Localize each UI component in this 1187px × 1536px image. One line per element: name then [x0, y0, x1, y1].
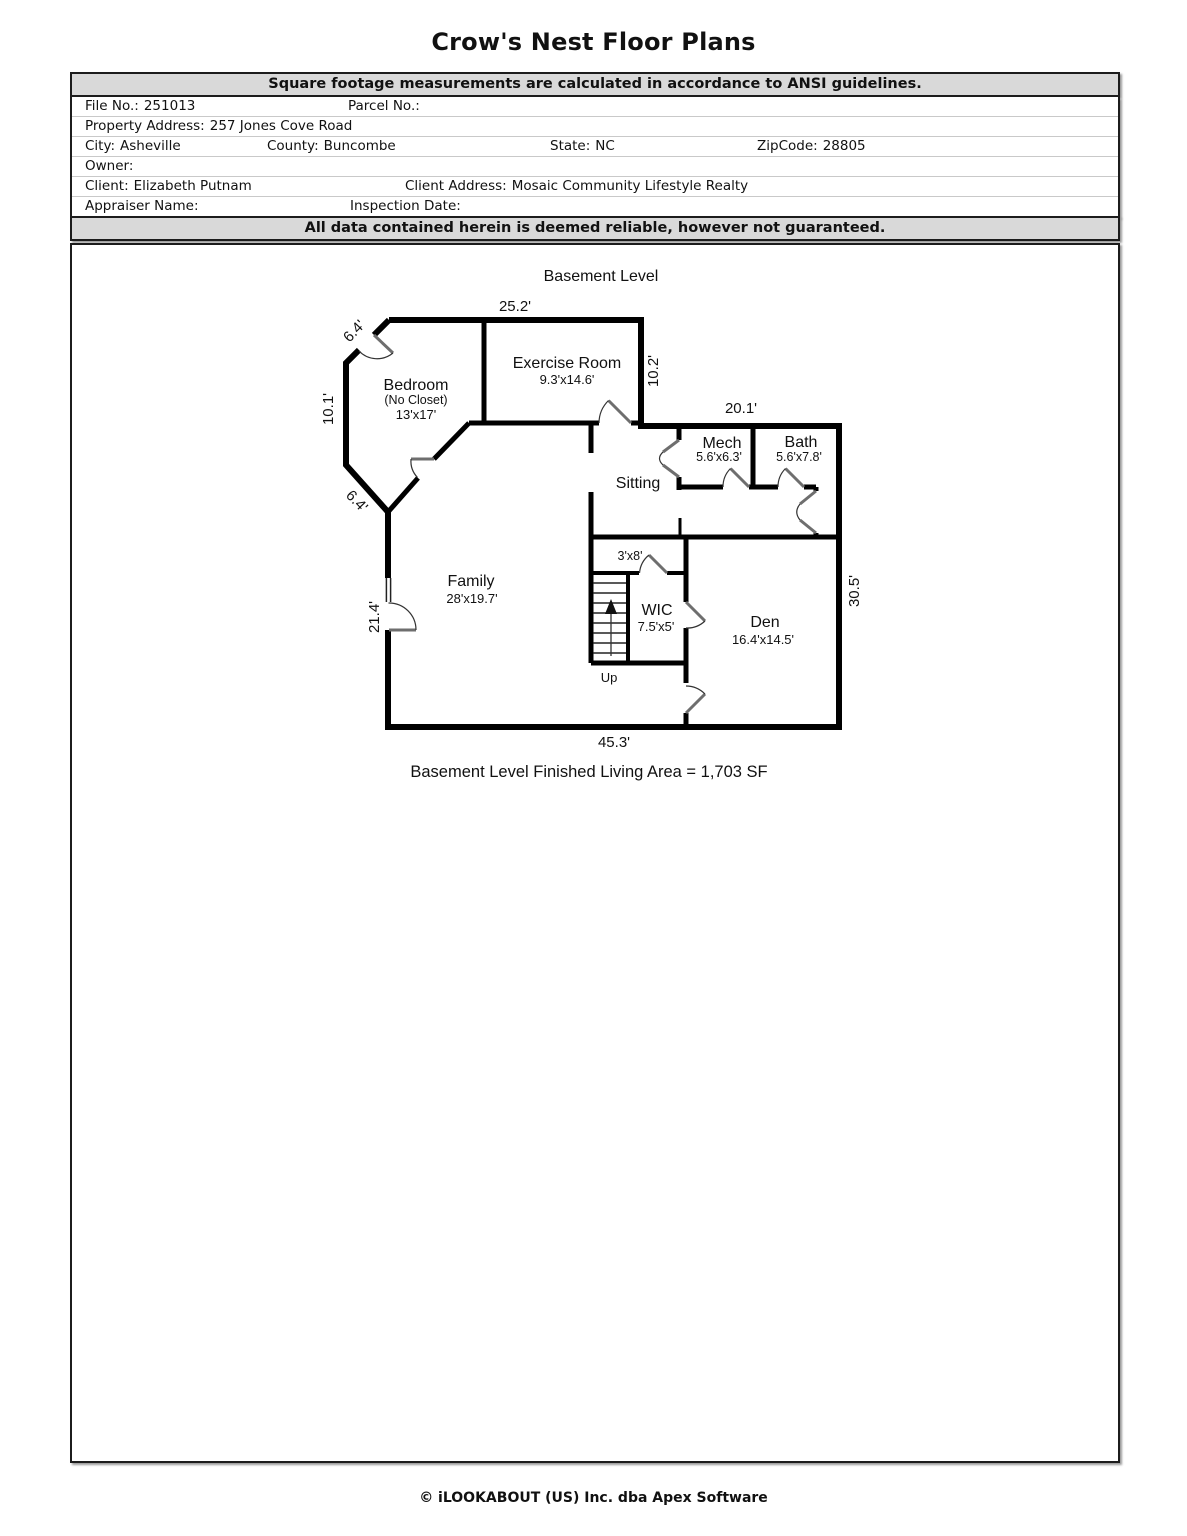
property-info-table — [70, 97, 1120, 218]
door-den — [686, 686, 705, 713]
ansi-guidelines-banner: Square footage measurements are calculated in accordance to ANSI guidelines. — [70, 72, 1120, 97]
door-double-closet — [797, 491, 816, 533]
bedroom-note: (No Closet) — [384, 393, 448, 407]
mech-label: Mech — [702, 435, 742, 452]
door-left-wall-family — [389, 603, 417, 630]
family-label: Family — [447, 573, 495, 590]
table-row-property-address — [72, 117, 1118, 137]
exercise-room-label: Exercise Room — [512, 355, 622, 372]
door-exercise-room — [599, 401, 631, 424]
county-cell: County: Buncombe — [267, 138, 396, 154]
dim-left-upper: 10.1' — [320, 392, 337, 426]
stairs-up-arrow — [605, 599, 617, 656]
client-cell: Client: Elizabeth Putnam — [85, 178, 252, 194]
den-size: 16.4'x14.5' — [731, 632, 795, 647]
table-row-file — [72, 97, 1118, 117]
inspection-date-cell: Inspection Date: — [350, 198, 461, 214]
dim-left-lower: 21.4' — [366, 600, 383, 634]
wic-label: WIC — [641, 602, 673, 619]
floor-plan-page-frame — [70, 243, 1120, 1463]
dim-upper-diagonal: 6.4' — [340, 316, 369, 346]
plan-area-caption: Basement Level Finished Living Area = 1,703 SF — [410, 763, 768, 781]
bedroom-label: Bedroom — [383, 377, 449, 394]
door-mech — [723, 469, 749, 488]
parcel-no-cell: Parcel No.: — [348, 98, 420, 114]
bath-label: Bath — [784, 434, 818, 451]
dim-right: 30.5' — [846, 574, 863, 608]
interior-walls — [388, 320, 839, 727]
owner-cell: Owner: — [85, 158, 134, 174]
dim-exercise-right: 10.2' — [645, 354, 662, 388]
client-address-cell: Client Address: Mosaic Community Lifestyle Realty — [405, 178, 749, 194]
file-no-cell: File No.: 251013 — [85, 98, 196, 114]
door-bedroom-upper — [359, 335, 393, 359]
plan-level-title: Basement Level — [543, 268, 659, 285]
table-row-appraiser — [72, 197, 1118, 216]
stairs-up-label: Up — [600, 670, 618, 685]
appraiser-cell: Appraiser Name: — [85, 198, 199, 214]
table-row-client — [72, 177, 1118, 197]
dim-lower-diagonal: 6.4' — [342, 486, 371, 516]
table-row-city — [72, 137, 1118, 157]
door-closet-3x8 — [640, 555, 668, 573]
door-bedroom-lower — [411, 459, 434, 478]
city-cell: City: Asheville — [85, 138, 181, 154]
mech-size: 5.6'x6.3' — [696, 450, 742, 464]
stairs — [593, 583, 626, 656]
door-mech-bifold — [660, 440, 680, 477]
window-left-wall — [386, 578, 390, 602]
page-title: Crow's Nest Floor Plans — [431, 28, 756, 56]
bath-size: 5.6'x7.8' — [776, 450, 822, 464]
dim-upper-right: 20.1' — [724, 400, 758, 417]
bedroom-size: 13'x17' — [395, 407, 437, 422]
table-row-owner — [72, 157, 1118, 177]
dim-bottom: 45.3' — [597, 734, 631, 751]
disclaimer-banner: All data contained herein is deemed reliable, however not guaranteed. — [70, 216, 1120, 241]
door-wic — [686, 602, 705, 628]
zip-cell: ZipCode: 28805 — [757, 138, 866, 154]
exercise-room-size: 9.3'x14.6' — [539, 372, 595, 387]
floor-plan-drawing — [72, 245, 1118, 805]
family-size: 28'x19.7' — [446, 591, 498, 606]
state-cell: State: NC — [550, 138, 615, 154]
dim-top: 25.2' — [498, 298, 532, 315]
door-bath — [778, 469, 804, 488]
sitting-label: Sitting — [615, 475, 661, 492]
den-label: Den — [750, 614, 780, 631]
footer-credit: © iLOOKABOUT (US) Inc. dba Apex Software — [419, 1490, 768, 1506]
wic-size: 7.5'x5' — [637, 619, 675, 634]
closet-3x8-label: 3'x8' — [617, 549, 643, 563]
property-address-cell: Property Address: 257 Jones Cove Road — [85, 118, 353, 134]
